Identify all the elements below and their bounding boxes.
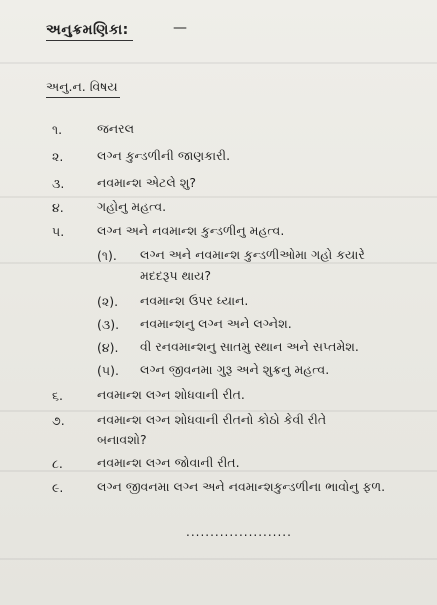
item-text: નવમાન્શ લગ્ન શોધવાની રીત. [97,387,245,402]
item-number: ૯. [52,480,64,495]
subitem-number: (૩). [97,317,120,332]
item-text: ગહોનુ મહત્વ. [97,199,167,214]
item-text: લગ્ન કુન્ડળીની જાણકારી. [97,148,231,163]
item-text-continued: બનાવશો? [97,432,147,447]
subitem-number: (૪). [97,340,119,355]
page-title [46,22,129,38]
item-number: ૭. [52,413,65,428]
title-underline [46,40,133,41]
subitem-text: લગ્ન અને નવમાન્શ કુન્ડળીઓમા ગહો કયારે [140,247,365,262]
item-number: ૨. [52,149,64,164]
subitem-number: (૧). [97,248,117,263]
show-through-line [0,62,437,64]
item-text: નવમાન્શ લગ્ન શોધવાની રીતનો કોઠો કેવી રીતે [97,412,327,427]
subitem-text-continued: મદદરૂપ થાય? [140,268,212,283]
item-number: ૧. [52,122,63,137]
subitem-text: વી રનવમાન્શનુ સાતમુ સ્થાન અને સપ્તમેશ. [140,339,359,354]
page-title-text: અનુક્રમણિકા: [46,22,129,38]
show-through-line [0,558,437,560]
subitem-number: (૨). [97,294,119,309]
item-text: નવમાન્શ લગ્ન જોવાની રીત. [97,455,240,470]
subitem-text: લગ્ન જીવનમા ગુરૂ અને શુક્રનુ મહત્વ. [140,362,330,377]
item-number: ૩. [52,176,65,191]
subitem-text: નવમાન્શ ઉપર ધ્યાન. [140,293,249,308]
item-number: ૪. [52,200,64,215]
end-dotted-line: ...................... [186,525,292,539]
subitem-number: (૫). [97,363,119,378]
header-underline [46,97,120,98]
show-through-line [0,196,437,198]
item-number: ૮. [52,456,63,471]
item-text: લગ્ન જીવનમા લગ્ન અને નવમાન્શકુન્ડળીના ભાવોનુ ફળ. [97,479,386,494]
item-text: નવમાન્શ એટલે શુ? [97,175,197,190]
item-text: લગ્ન અને નવમાન્શ કુન્ડળીનુ મહત્વ. [97,223,285,238]
item-number: ૫. [52,224,65,239]
subitem-text: નવમાન્શનુ લગ્ન અને લગ્નેશ. [140,316,292,331]
header-text: અનુ.ન. વિષય [46,79,118,94]
table-header [46,79,118,95]
item-number: ૬. [52,388,63,403]
item-text: જનરલ [97,121,135,136]
title-dash-mark: — [173,20,187,36]
